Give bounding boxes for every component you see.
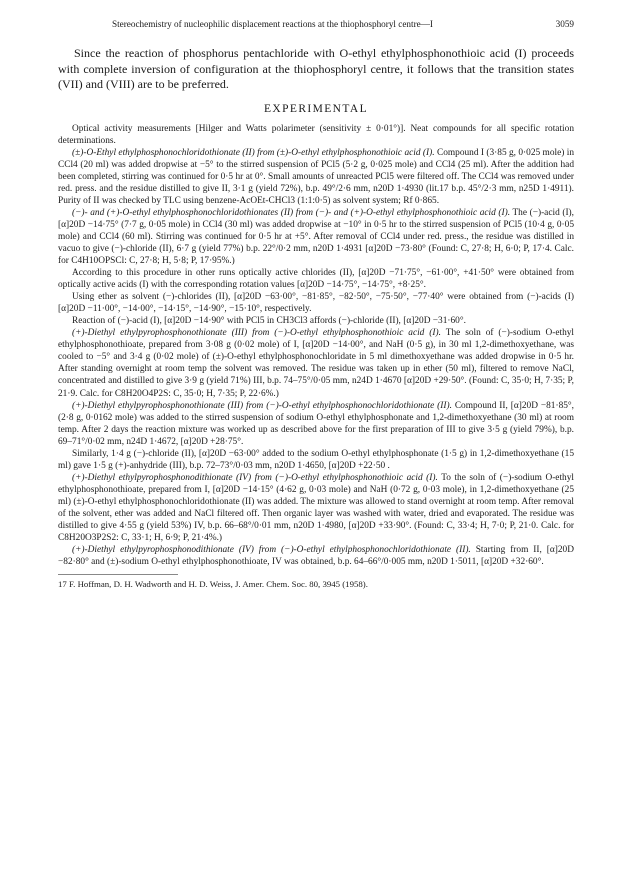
experimental-paragraph <box>58 315 574 327</box>
procedure-title: (−)- and (+)-O-ethyl ethylphosphonochloridothionates (II) from (−)- and (+)-O-ethyl ethylphosphonothioic acid (I). <box>72 207 511 218</box>
experimental-paragraph <box>58 327 574 399</box>
paragraph-text: The (−)-acid (I), [α]20D −14·75° (7·7 g, 0·05 mole) in CCl4 (30 ml) was added dropwise at −10° in 0·5 hr to the stirred suspension of PCl5 (10·4 g, 0·05 mole) and CCl4 (60 ml). Stirring was continued for 0·5 hr at +5°. After removal of CCl4 under red. press., the residue was distilled in vacuo to give (−)-chloride (II), 6·7 g (yield 77%) b.p. 22°/0·2 mm, n20D 1·4931 [α]20D −73·80° (Found: C, 27·8; H, 6·0; P, 17·4. Calc. for C4H10OPSCl: C, 27·8; H, 5·8; P, 17·95%.) <box>58 207 574 267</box>
experimental-body <box>58 123 574 569</box>
experimental-paragraph <box>58 472 574 544</box>
paragraph-text: The soln of (−)-sodium O-ethyl ethylphosphonothioate, prepared from 3·08 g (0·02 mole) of I, [α]20D −14·00°, and NaH (0·5 g), in 30 ml 1,2-dimethoxyethane, was cooled to −5° and 3·4 g (0·02 mole) of (±)-O-ethyl ethylphosphonochloridate in 5 ml dimethoxyethane was added dropwise in 0·5 hr. After standing overnight at room temp the solvent was removed. The residue was taken up in ether (50 ml), filtered to remove NaCl, concentrated and distilled to give 3·9 g (yield 71%) III, b.p. 74–75°/0·05 mm, n24D 1·4670 [α]20D +29·50°. (Found: C, 35·0; H, 7·35; P, 21·9. Calc. for C8H20O4P2S: C, 35·0; H, 7·35; P, 22·6%.) <box>58 328 575 399</box>
footnote <box>58 574 368 590</box>
footnote-text: 17 F. Hoffman, D. H. Wadworth and H. D. Weiss, J. Amer. Chem. Soc. 80, 3945 (1958). <box>58 579 368 590</box>
procedure-title: (+)-Diethyl ethylpyrophosphonodithionate (IV) from (−)-O-ethyl ethylphosphonothioic acid (I). <box>72 472 438 483</box>
experimental-paragraph <box>58 448 574 472</box>
page-number: 3059 <box>555 19 574 29</box>
running-head-title: Stereochemistry of nucleophilic displacement reactions at the thiophosphoryl centre—I <box>112 19 433 29</box>
running-head <box>58 16 574 32</box>
paragraph-text: To the soln of (−)-sodium O-ethyl ethylphosphonothioate, prepared from I, [α]20D −14·15° (4·62 g, 0·03 mole) and NaH (0·72 g, 0·03 mole), in 1,2-dimethoxyethane (25 ml) (±)-O-ethyl ethylphosphonochloridothionate (II) was added. The mixture was allowed to stand overnight at room temp. After removal of the solvent, ether was added and NaCl filtered off. Then organic layer was washed with water, dried and evaporated. The residue was distilled to give 4·55 g (yield 53%) IV, b.p. 66–68°/0·01 mm, n20D 1·4980, [α]20D +33·90°. (Found: C, 33·4; H, 7·0; P, 21·0. Calc. for C8H20O3P2S2: C, 33·1; H, 6·9; P, 21·4%.) <box>58 472 574 544</box>
experimental-paragraph <box>58 291 574 315</box>
experimental-paragraph <box>58 123 574 147</box>
experimental-paragraph <box>58 400 574 448</box>
paragraph-text: Optical activity measurements [Hilger and Watts polarimeter (sensitivity ± 0·01°)]. Neat compounds for all specific rotation determinations. <box>58 123 574 146</box>
procedure-title: (+)-Diethyl ethylpyrophosphonodithionate (IV) from (−)-O-ethyl ethylphosphonochloridothionate (II). <box>72 545 471 556</box>
experimental-paragraph <box>58 267 574 291</box>
experimental-paragraph <box>58 207 574 267</box>
procedure-title: (+)-Diethyl ethylpyrophosphonothionate (III) from (−)-O-ethyl ethylphosphonothioic acid (I). <box>72 328 441 339</box>
intro-paragraph: Since the reaction of phosphorus pentachloride with O-ethyl ethylphosphonothioic acid (I) proceeds with complete inversion of configuration at the thiophosphoryl centre, it follows that the transition states (VII) and (VIII) are to be preferred. <box>58 46 574 91</box>
paragraph-text: Compound I (3·85 g, 0·025 mole) in CCl4 (20 ml) was added dropwise at −5° to the stirred suspension of PCl5 (5·2 g, 0·025 mole) and CCl4 (25 ml). After the addition had been completed, stirring was continued for 0·5 hr at 0°. Small amounts of unreacted PCl5 were filtered off. The CCl4 was removed under red. press. and the residue distilled to give II, 3·1 g (yield 72%), b.p. 49°/2·6 mm, n20D 1·4930 (lit.17 b.p. 45°/2·3 mm, n25D 1·4911). Purity of II was checked by TLC using benzene-AcOEt-CHCl3 (1:1:0·5) as solvent system; Rf 0·865. <box>58 147 574 206</box>
procedure-title: (±)-O-Ethyl ethylphosphonochloridothionate (II) from (±)-O-ethyl ethylphosphonothioic acid (I). <box>72 147 435 158</box>
paragraph-text: According to this procedure in other runs optically active chlorides (II), [α]20D −71·75°, −61·00°, +41·50° were obtained from optically active acids (I) with the corresponding rotation values [α]20D −14·75°, −14·75°, +8·25°. <box>58 268 574 291</box>
paragraph-text: Using ether as solvent (−)-chlorides (II), [α]20D −63·00°, −81·85°, −82·50°, −75·50°, −77·40° were obtained from (−)-acids (I) [α]20D −11·00°, −14·00°, −14·15°, −14·90°, −15·10°, respectively. <box>58 292 574 315</box>
journal-page <box>58 16 574 590</box>
paragraph-text: Starting from II, [α]20D −82·80° and (±)-sodium O-ethyl ethylphosphonothioate, IV was obtained, b.p. 64–66°/0·005 mm, n20D 1·5011, [α]20D +32·60°. <box>58 545 574 568</box>
procedure-title: (+)-Diethyl ethylpyrophosphonothionate (III) from (−)-O-ethyl ethylphosphonochloridothionate (II). <box>72 400 452 411</box>
paragraph-text: Similarly, 1·4 g (−)-chloride (II), [α]20D −63·00° added to the sodium O-ethyl ethylphosphonate (1·5 g) in 1,2-dimethoxyethane (15 ml) gave 1·5 g (+)-anhydride (III), b.p. 72–73°/0·03 mm, n20D 1·4650, [α]20D +22·50 . <box>58 448 574 471</box>
paragraph-text: Compound II, [α]20D −81·85°, (2·8 g, 0·0162 mole) was added to the stirred suspension of sodium O-ethyl ethylphosphonate and 1,2-dimethoxyethane (30 ml) at room temp. After 2 days the reaction mixture was worked up as described above for the first preparation of III to give 3·5 g (yield 79%), b.p. 69–71°/0·02 mm, n24D 1·4672, [α]20D +28·75°. <box>58 400 574 447</box>
paragraph-text: Reaction of (−)-acid (I), [α]20D −14·90° with PCl5 in CH3Cl3 affords (−)-chloride (II), [α]20D −31·60°. <box>72 316 466 327</box>
section-heading: EXPERIMENTAL <box>263 102 369 115</box>
experimental-paragraph <box>58 147 574 207</box>
experimental-paragraph <box>58 544 574 568</box>
